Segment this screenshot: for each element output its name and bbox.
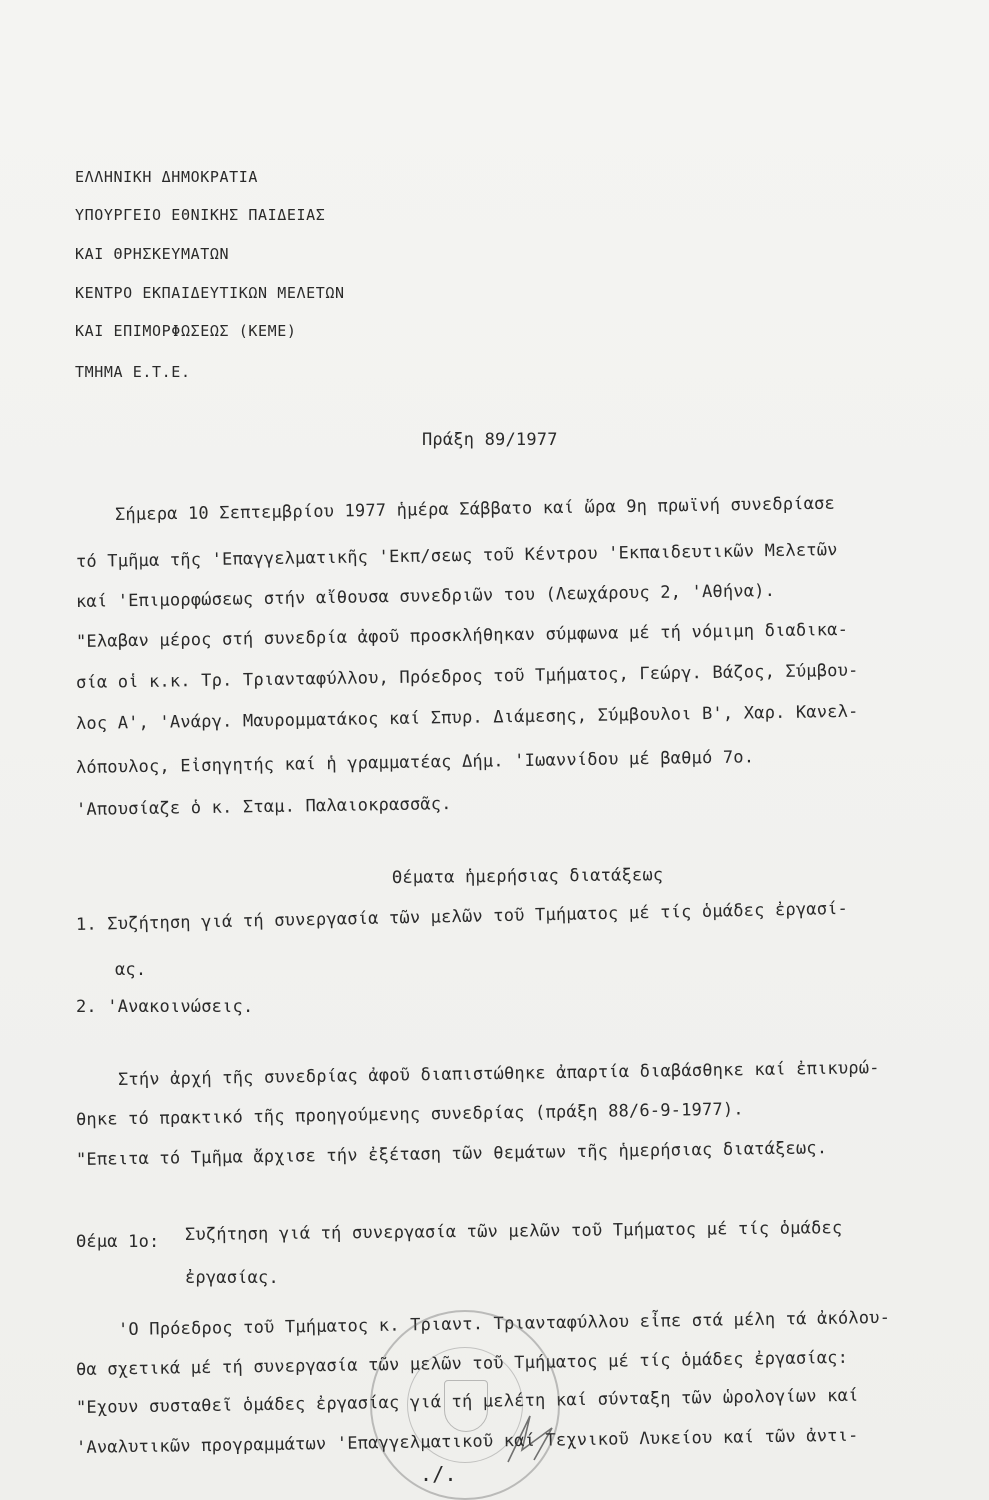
intro-line-3: καί 'Επιμορφώσεως στήν αἴθουσα συνεδριῶν του (Λεωχάρους 2, 'Αθήνα). [75,581,776,612]
intro-line-2: τό Τμῆμα τῆς 'Επαγγελματικῆς 'Εκπ/σεως τοῦ Κέντρου 'Εκπαιδευτικῶν Μελετῶν [75,540,838,572]
opening-line-2: θηκε τό πρακτικό τῆς προηγούμενης συνεδρίας (πράξη 88/6-9-1977). [75,1099,744,1130]
header-line-5: ΚΑΙ ΕΠΙΜΟΡΦΩΣΕΩΣ (ΚΕΜΕ) [75,322,297,340]
agenda-item-1-line-1: 1. Συζήτηση γιά τή συνεργασία τῶν μελῶν τοῦ Τμήματος μέ τίς ὁμάδες ἐργασί- [75,898,849,935]
topic-1-line-2: ἐργασίας. [185,1268,279,1288]
official-stamp [370,1310,560,1500]
intro-line-7: λόπουλος, Εἰσηγητής καί ἡ γραμματέας Δήμ. 'Ιωαννίδου μέ βαθμό 7ο. [75,747,755,778]
header-line-1: ΕΛΛΗΝΙΚΗ ΔΗΜΟΚΡΑΤΙΑ [75,168,258,186]
agenda-item-1-line-2: ας. [115,960,147,980]
intro-line-8: 'Απουσίαζε ὁ κ. Σταμ. Παλαιοκρασσᾶς. [75,794,452,820]
intro-line-1: Σήμερα 10 Σεπτεμβρίου 1977 ἡμέρα Σάββατο καί ὥρα 9η πρωϊνή συνεδρίασε [114,493,836,525]
body-line-3: "Εχουν συσταθεῖ ὁμάδες ἐργασίας γιά τή μελέτη καί σύνταξη τῶν ὡρολογίων καί [75,1385,859,1418]
body-line-4: 'Αναλυτικῶν προγραμμάτων 'Επαγγελματικοῦ καί Τεχνικοῦ Λυκείου καί τῶν ἀντι- [75,1425,859,1458]
intro-line-5: σία οἱ κ.κ. Τρ. Τριανταφύλλου, Πρόεδρος τοῦ Τμήματος, Γεώργ. Βάζος, Σύμβου- [75,660,859,693]
header-line-3: ΚΑΙ ΘΡΗΣΚΕΥΜΑΤΩΝ [75,245,230,263]
signature-icon [500,1410,560,1470]
agenda-heading: Θέματα ἡμερήσιας διατάξεως [391,865,664,888]
header-line-4: ΚΕΝΤΡΟ ΕΚΠΑΙΔΕΥΤΙΚΩΝ ΜΕΛΕΤΩΝ [75,284,345,302]
intro-line-4: "Ελαβαν μέρος στή συνεδρία ἀφοῦ προσκλήθηκαν σύμφωνα μέ τή νόμιμη διαδικα- [75,619,849,652]
continuation-mark: ./. [420,1462,457,1486]
body-line-1: 'Ο Πρόεδρος τοῦ Τμήματος κ. Τριαντ. Τριανταφύλλου εἶπε στά μέλη τά ἀκόλου- [117,1307,891,1340]
topic-1-label: Θέμα 1ο: [76,1232,160,1252]
intro-line-6: λος Α', 'Ανάργ. Μαυρομματάκος καί Σπυρ. Διάμεσης, Σύμβουλοι Β', Χαρ. Κανελ- [75,701,859,734]
stamp-crest-icon [444,1380,488,1432]
opening-line-3: "Επειτα τό Τμῆμα ἄρχισε τήν ἐξέταση τῶν θεμάτων τῆς ἡμερήσιας διατάξεως. [75,1138,828,1170]
document-title: Πράξη 89/1977 [422,430,558,450]
agenda-item-2: 2. 'Ανακοινώσεις. [76,997,254,1017]
topic-1-line-1: Συζήτηση γιά τή συνεργασία τῶν μελῶν τοῦ Τμήματος μέ τίς ὁμάδες [184,1218,843,1245]
body-line-2: θα σχετικά μέ τή συνεργασία τῶν μελῶν τοῦ Τμήματος μέ τίς ὁμάδες ἐργασίας: [75,1347,849,1380]
header-line-6: ΤΜΗΜΑ Ε.Τ.Ε. [75,363,191,381]
opening-line-1: Στήν ἀρχή τῆς συνεδρίας ἀφοῦ διαπιστώθηκε ἀπαρτία διαβάσθηκε καί ἐπικυρώ- [117,1058,880,1090]
header-line-2: ΥΠΟΥΡΓΕΙΟ ΕΘΝΙΚΗΣ ΠΑΙΔΕΙΑΣ [75,206,326,224]
